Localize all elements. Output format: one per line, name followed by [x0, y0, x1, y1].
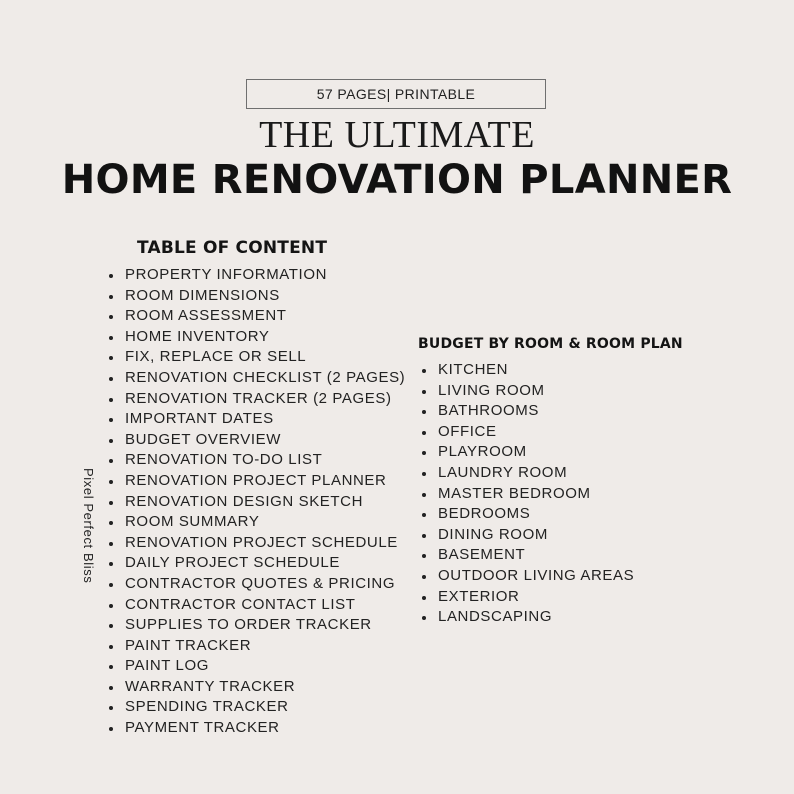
toc-item: ROOM SUMMARY — [109, 512, 405, 533]
toc-item: RENOVATION TRACKER (2 PAGES) — [109, 389, 405, 410]
toc-item: SPENDING TRACKER — [109, 697, 405, 718]
toc-item: RENOVATION CHECKLIST (2 PAGES) — [109, 368, 405, 389]
toc-item: RENOVATION DESIGN SKETCH — [109, 492, 405, 513]
toc-item: PAINT LOG — [109, 656, 405, 677]
budget-list — [422, 360, 634, 628]
budget-item: OFFICE — [422, 422, 634, 443]
toc-item: IMPORTANT DATES — [109, 409, 405, 430]
toc-item: CONTRACTOR CONTACT LIST — [109, 595, 405, 616]
toc-item: PAYMENT TRACKER — [109, 718, 405, 739]
budget-heading: BUDGET BY ROOM & ROOM PLAN — [418, 336, 683, 352]
toc-item: ROOM DIMENSIONS — [109, 286, 405, 307]
budget-item: PLAYROOM — [422, 442, 634, 463]
toc-item: RENOVATION PROJECT SCHEDULE — [109, 533, 405, 554]
brand-watermark — [81, 468, 102, 602]
budget-item: BATHROOMS — [422, 401, 634, 422]
budget-item: KITCHEN — [422, 360, 634, 381]
brand-text: Pixel Perfect Bliss — [81, 468, 96, 584]
budget-item: OUTDOOR LIVING AREAS — [422, 566, 634, 587]
budget-item: LIVING ROOM — [422, 381, 634, 402]
toc-item: WARRANTY TRACKER — [109, 677, 405, 698]
toc-item: HOME INVENTORY — [109, 327, 405, 348]
toc-item: ROOM ASSESSMENT — [109, 306, 405, 327]
toc-item: BUDGET OVERVIEW — [109, 430, 405, 451]
budget-item: MASTER BEDROOM — [422, 484, 634, 505]
page-title: HOME RENOVATION PLANNER — [61, 157, 733, 203]
toc-item: RENOVATION TO-DO LIST — [109, 450, 405, 471]
toc-item: CONTRACTOR QUOTES & PRICING — [109, 574, 405, 595]
toc-item: FIX, REPLACE OR SELL — [109, 347, 405, 368]
toc-item: PROPERTY INFORMATION — [109, 265, 405, 286]
toc-item: RENOVATION PROJECT PLANNER — [109, 471, 405, 492]
toc-item: PAINT TRACKER — [109, 636, 405, 657]
toc-item: SUPPLIES TO ORDER TRACKER — [109, 615, 405, 636]
budget-item: DINING ROOM — [422, 525, 634, 546]
page-count-badge: 57 PAGES| PRINTABLE — [246, 79, 546, 109]
budget-item: LANDSCAPING — [422, 607, 634, 628]
toc-list — [109, 265, 405, 739]
subtitle: THE ULTIMATE — [259, 114, 535, 156]
budget-item: BASEMENT — [422, 545, 634, 566]
budget-item: EXTERIOR — [422, 587, 634, 608]
budget-item: BEDROOMS — [422, 504, 634, 525]
budget-item: LAUNDRY ROOM — [422, 463, 634, 484]
toc-item: DAILY PROJECT SCHEDULE — [109, 553, 405, 574]
toc-heading: TABLE OF CONTENT — [137, 238, 328, 258]
